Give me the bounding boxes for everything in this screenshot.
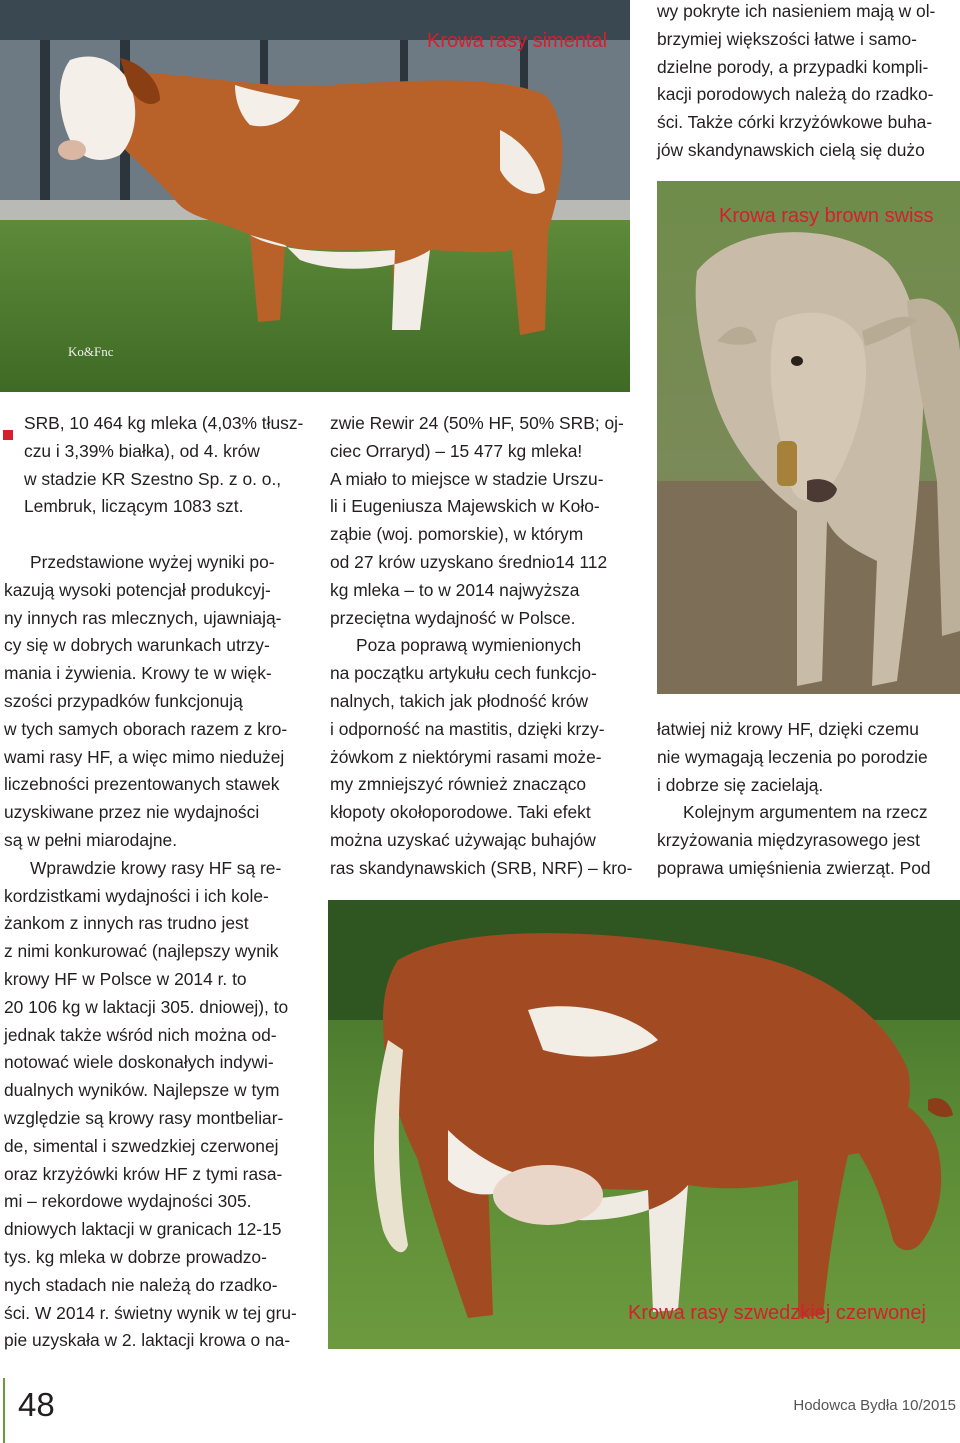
text-line: ści. W 2014 r. świetny wynik w tej gru-: [4, 1302, 297, 1323]
text-line: jów skandynawskich cielą się dużo: [657, 139, 925, 160]
text-line: de, simental i szwedzkiej czerwonej: [4, 1135, 279, 1156]
text-line: z nimi konkurować (najlepszy wynik: [4, 941, 279, 962]
caption-swedish-red: Krowa rasy szwedzkiej czerwonej: [628, 1302, 926, 1324]
simmental-watermark: Ko&Fnc: [68, 344, 114, 359]
text-line: tys. kg mleka w dobrze prowadzo-: [4, 1246, 267, 1267]
text-line: ciec Orraryd) – 15 477 kg mleka!: [330, 440, 583, 461]
text-line: kazują wysoki potencjał produkcyj-: [4, 579, 271, 600]
text-line: my zmniejszyć również znacząco: [330, 774, 587, 795]
top-right-column: [657, 0, 958, 165]
text-line: kłopoty okołoporodowe. Taki efekt: [330, 802, 591, 823]
text-line: ras skandynawskich (SRB, NRF) – kro-: [330, 857, 633, 878]
text-line: przeciętna wydajność w Polsce.: [330, 607, 576, 628]
right-column: [657, 716, 958, 883]
folio-rule: [3, 1378, 5, 1443]
journal-footer: Hodowca Bydła 10/2015: [793, 1397, 956, 1414]
text-line: czu i 3,39% białka), od 4. krów: [24, 440, 260, 461]
text-line: SRB, 10 464 kg mleka (4,03% tłusz-: [24, 413, 304, 433]
text-line: Wprawdzie krowy rasy HF są re-: [30, 857, 282, 878]
text-line: szości przypadków funkcjonują: [4, 690, 243, 711]
text-line: łatwiej niż krowy HF, dzięki czemu: [657, 719, 919, 739]
text-line: uzyskiwane przez nie wydajności: [4, 802, 260, 823]
text-line: ny innych ras mlecznych, ujawniają-: [4, 607, 282, 628]
text-line: jednak także wśród nich można od-: [4, 1024, 277, 1045]
text-line: w tych samych oborach razem z kro-: [4, 718, 288, 739]
text-line: żankom z innych ras trudno jest: [4, 913, 249, 934]
text-line: można uzyskać używając buhajów: [330, 829, 596, 850]
text-line: dualnych wyników. Najlepsze w tym: [4, 1080, 280, 1101]
text-line: krzyżowania międzyrasowego jest: [657, 830, 920, 851]
text-line: ząbie (woj. pomorskie), w którym: [330, 524, 584, 545]
text-line: zwie Rewir 24 (50% HF, 50% SRB; oj-: [330, 413, 624, 433]
text-line: kordzistkami wydajności i ich kole-: [4, 885, 269, 906]
simmental-photo: [0, 0, 630, 392]
text-line: A miało to miejsce w stadzie Urszu-: [330, 468, 604, 489]
text-line: dniowych laktacji w granicach 12-15: [4, 1219, 282, 1240]
text-line: nie wymagają leczenia po porodzie: [657, 746, 928, 767]
text-line: i odporność na mastitis, dzięki krzy-: [330, 718, 605, 739]
middle-column: [330, 410, 632, 883]
text-line: pie uzyskała w 2. laktacji krowa o na-: [4, 1330, 291, 1351]
text-line: od 27 krów uzyskano średnio14 112: [330, 551, 608, 572]
text-line: nalnych, takich jak płodność krów: [330, 690, 589, 711]
text-line: w stadzie KR Szestno Sp. z o. o.,: [24, 468, 282, 489]
text-line: mania i żywienia. Krowy te w więk-: [4, 663, 272, 684]
text-line: 20 106 kg w laktacji 305. dniowej), to: [4, 996, 289, 1017]
text-line: kacji porodowych należą do rzadko-: [657, 84, 934, 105]
text-line: mi – rekordowe wydajności 305.: [4, 1191, 252, 1212]
swedish-red-photo: [328, 900, 960, 1349]
left-bullet-block: [24, 410, 304, 521]
text-line: żówkom z niektórymi rasami może-: [330, 746, 602, 767]
text-line: są w pełni miarodajne.: [4, 829, 178, 850]
text-line: kg mleka – to w 2014 najwyższa: [330, 579, 580, 600]
text-line: wami rasy HF, a więc mimo niedużej: [4, 746, 285, 767]
text-line: Lembruk, liczącym 1083 szt.: [24, 496, 244, 517]
text-line: poprawa umięśnienia zwierząt. Pod: [657, 857, 931, 878]
text-line: brzymiej większości łatwe i samo-: [657, 28, 917, 49]
text-line: względzie są krowy rasy montbeliar-: [4, 1107, 284, 1128]
bullet-square-icon: [3, 430, 13, 440]
text-line: oraz krzyżówki krów HF z tymi rasa-: [4, 1163, 283, 1184]
text-line: liczebności prezentowanych stawek: [4, 774, 280, 795]
text-line: cy się w dobrych warunkach utrzy-: [4, 635, 270, 656]
text-line: notować wiele doskonałych indywi-: [4, 1052, 274, 1073]
text-line: na początku artykułu cech funkcjo-: [330, 663, 597, 684]
text-line: i dobrze się zacielają.: [657, 774, 824, 795]
text-line: Przedstawione wyżej wyniki po-: [30, 552, 275, 572]
text-line: nych stadach nie należą do rzadko-: [4, 1274, 278, 1295]
text-line: krowy HF w Polsce w 2014 r. to: [4, 968, 247, 989]
left-column: [4, 549, 304, 1355]
text-line: li i Eugeniusza Majewskich w Koło-: [330, 496, 600, 517]
text-line: wy pokryte ich nasieniem mają w ol-: [657, 1, 936, 21]
page-number: 48: [18, 1386, 55, 1423]
text-line: dzielne porody, a przypadki kompli-: [657, 56, 929, 77]
caption-brown-swiss: Krowa rasy brown swiss: [719, 205, 934, 227]
brown-swiss-photo: [657, 181, 960, 694]
caption-simmental: Krowa rasy simental: [427, 30, 608, 52]
text-line: ści. Także córki krzyżówkowe buha-: [657, 112, 933, 133]
text-line: Poza poprawą wymienionych: [356, 635, 582, 656]
text-line: Kolejnym argumentem na rzecz: [683, 802, 928, 823]
